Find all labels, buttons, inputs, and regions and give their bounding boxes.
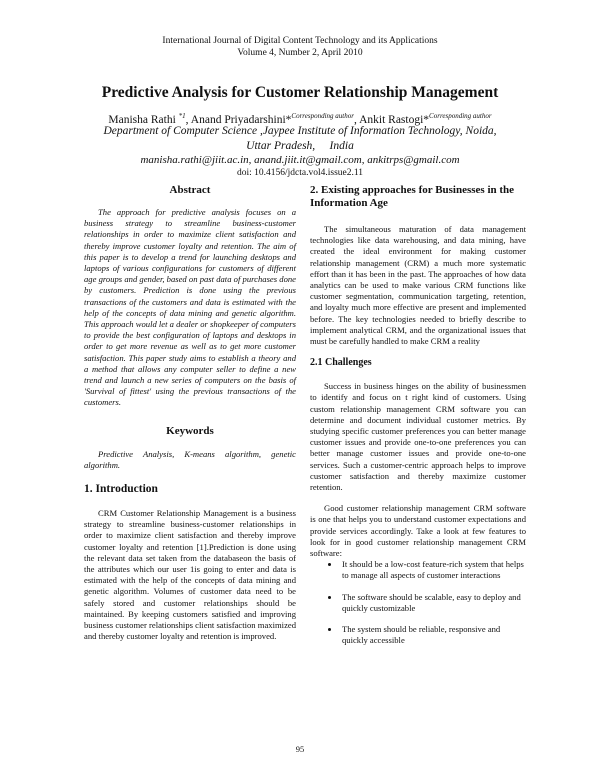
author-3: , Ankit Rastogi* (353, 113, 430, 126)
challenges-heading: 2.1 Challenges (310, 357, 372, 369)
challenges-paragraph-2: Good customer relationship management CRM software is one that helps you to understand customer expectations and provide services accordingly. Take a look at few features to look for in good customer relationship management CRM software: (310, 503, 526, 559)
doi: doi: 10.4156/jdcta.vol4.issue2.11 (236, 168, 364, 178)
author-2-mark: Corresponding author (291, 112, 354, 120)
affiliation-line-2: Uttar Pradesh, India (246, 140, 354, 152)
journal-name: International Journal of Digital Content Technology and its Applications (162, 36, 438, 46)
author-emails: manisha.rathi@jiit.ac.in, anand.jiit.it@gmail.com, ankitrps@gmail.com (140, 154, 460, 166)
author-2: , Anand Priyadarshini* (185, 113, 292, 126)
journal-volume: Volume 4, Number 2, April 2010 (237, 48, 363, 58)
introduction-text: CRM Customer Relationship Management is a business strategy to streamline business-customer relationships in order to maximize client satisfaction and thereby improve customer loyalty and retention [1].Prediction is done using the relevant data set taken from the databaseon the basis of the attributes which our user 1is going to enter and data is estimated with the help of the concepts of data mining and genetic algorithm. Volumes of customer data need to be safely stored and customer relationships should be maintained. By keeping customers satisfied and improving business customer relationships client satisfaction maximized and thereby customer loyalty and retention is improved. (84, 508, 296, 642)
section-2-heading: 2. Existing approaches for Businesses in the Information Age (310, 184, 515, 209)
journal-header (0, 35, 600, 59)
list-item: • It should be a low-cost feature-rich system that helps to manage all aspects of customer interactions (340, 559, 526, 581)
abstract-heading: Abstract (169, 184, 211, 196)
affiliation-line-1: Department of Computer Science ,Jaypee Institute of Information Technology, Noida, (103, 125, 497, 137)
keywords-text: Predictive Analysis, K-means algorithm, genetic algorithm. (84, 448, 296, 470)
section-2-text: The simultaneous maturation of data management technologies like data warehousing, and data mining, have created the ideal environment for making customer relationship management (CRM) a much more systematic effort than it has been in the past. The approaches of how data analytics can be used to make various CRM functions like customer segmentation, communication targeting, retention, and loyalty much more effective are present and implemented before. The key technologies needed to briefly describe to implement analytical CRM, and the organizational issues that must be carefully handled to make CRM a reality (310, 224, 526, 347)
challenges-paragraph-1: Success in business hinges on the ability of businessmen to identify and focus on t right kind of customers. Using custom relationship management CRM software you can determine and document individual customer metrics. By studying specific customer preferences you can better manage customer issues and provide one-to-one preferences you can better manage customer issues and provide one-to-one services. Such a customer-centric approach helps to improve customer satisfaction and thereby maximize customer retention. (310, 381, 526, 493)
introduction-heading: 1. Introduction (84, 483, 158, 496)
author-1-mark: *1 (178, 112, 186, 120)
list-item: • The system should be reliable, responsive and quickly accessible (340, 624, 526, 646)
list-item: • The software should be scalable, easy to deploy and quickly customizable (340, 592, 526, 614)
left-column (84, 184, 296, 643)
page-number: 95 (295, 744, 305, 754)
paper-title: Predictive Analysis for Customer Relationship Management (101, 84, 499, 101)
abstract-text: The approach for predictive analysis focuses on a business strategy to streamline business-customer relationships in order to maximize client satisfaction and thereby improve customer loyalty and retention. The aim of this paper is to develop a trend for launching desktops and laptops of various configurations for customers of different age groups and gender, based on past data of purchases done by customers. Prediction is done using the previous transactions of the customers and data is estimated with the help of the concepts of data mining and genetic algorithm. This approach would let a dealer or shopkeeper of computers to provide the best configuration of laptops and desktops in order to get more revenue as well as to get more customer satisfaction. This paper study aims to establish a theory and a method that allows any computer seller to define a new trend and launch a new series of computers on the basis of 'Survival of fittest' using the previous transactions of the customers. (84, 207, 296, 408)
author-3-mark: Corresponding author (429, 112, 492, 120)
affiliation (0, 124, 600, 154)
author-1: Manisha Rathi (108, 113, 179, 126)
right-column (310, 184, 526, 657)
feature-list (310, 559, 526, 646)
keywords-heading: Keywords (166, 424, 214, 437)
